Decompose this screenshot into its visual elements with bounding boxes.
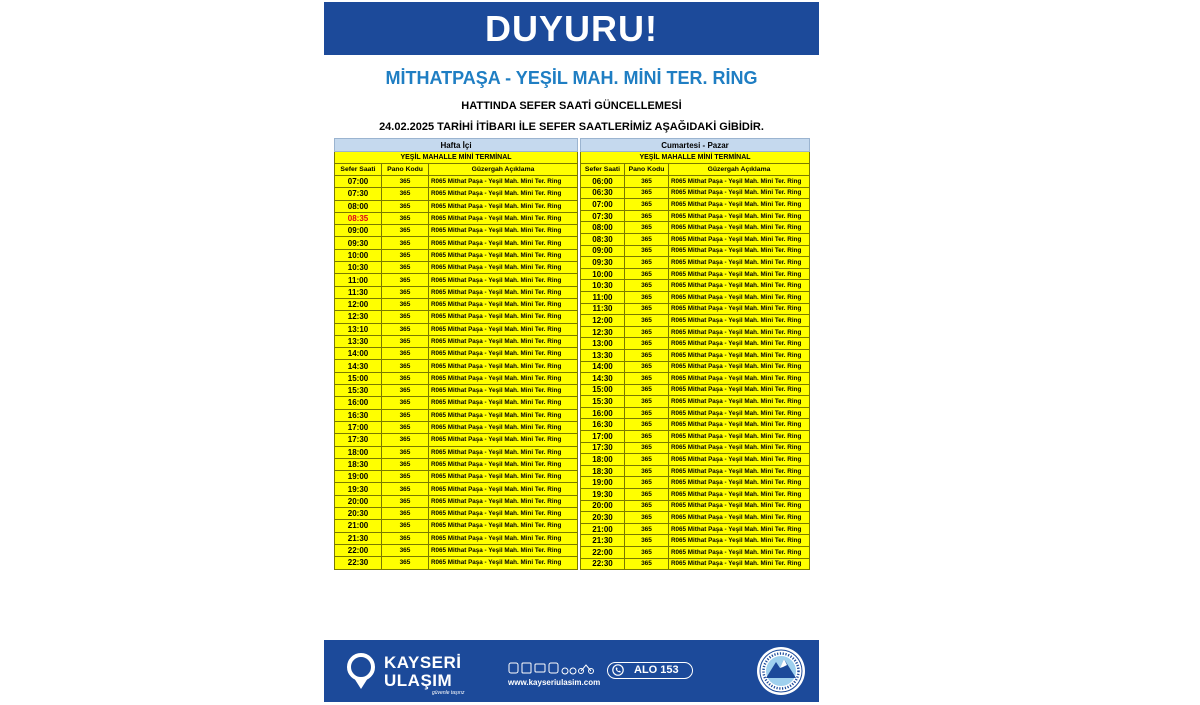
departure-time: 20:30	[581, 512, 625, 524]
table-row	[581, 547, 810, 559]
departure-time: 15:00	[335, 372, 382, 384]
route-description: R065 Mithat Paşa - Yeşil Mah. Mini Ter. Ring	[669, 303, 810, 315]
route-description: R065 Mithat Paşa - Yeşil Mah. Mini Ter. Ring	[669, 442, 810, 454]
table-row	[335, 323, 578, 335]
weekday-col-time: Sefer Saati	[335, 164, 382, 176]
brand-slogan: güvenle taşırız	[432, 690, 465, 696]
board-code: 365	[382, 409, 429, 421]
table-row	[581, 465, 810, 477]
board-code: 365	[625, 199, 669, 211]
board-code: 365	[382, 298, 429, 310]
table-row	[335, 311, 578, 323]
table-row	[335, 421, 578, 433]
departure-time: 07:00	[335, 176, 382, 188]
departure-time: 10:00	[581, 268, 625, 280]
route-description: R065 Mithat Paşa - Yeşil Mah. Mini Ter. Ring	[669, 233, 810, 245]
board-code: 365	[625, 431, 669, 443]
route-description: R065 Mithat Paşa - Yeşil Mah. Mini Ter. Ring	[429, 495, 578, 507]
route-description: R065 Mithat Paşa - Yeşil Mah. Mini Ter. Ring	[429, 446, 578, 458]
table-row	[335, 225, 578, 237]
municipality-seal	[756, 646, 806, 696]
route-description: R065 Mithat Paşa - Yeşil Mah. Mini Ter. Ring	[429, 237, 578, 249]
route-description: R065 Mithat Paşa - Yeşil Mah. Mini Ter. Ring	[429, 335, 578, 347]
route-description: R065 Mithat Paşa - Yeşil Mah. Mini Ter. Ring	[429, 458, 578, 470]
brand-line-1: KAYSERİ	[384, 653, 462, 672]
table-row	[335, 335, 578, 347]
board-code: 365	[382, 188, 429, 200]
table-row	[581, 431, 810, 443]
departure-time: 12:30	[581, 326, 625, 338]
weekend-day-label: Cumartesi - Pazar	[581, 139, 810, 152]
route-description: R065 Mithat Paşa - Yeşil Mah. Mini Ter. Ring	[429, 421, 578, 433]
route-description: R065 Mithat Paşa - Yeşil Mah. Mini Ter. Ring	[669, 176, 810, 188]
route-description: R065 Mithat Paşa - Yeşil Mah. Mini Ter. Ring	[669, 373, 810, 385]
departure-time: 13:30	[581, 349, 625, 361]
route-description: R065 Mithat Paşa - Yeşil Mah. Mini Ter. Ring	[669, 419, 810, 431]
board-code: 365	[382, 311, 429, 323]
departure-time: 18:00	[581, 454, 625, 466]
board-code: 365	[625, 303, 669, 315]
table-row	[335, 397, 578, 409]
route-description: R065 Mithat Paşa - Yeşil Mah. Mini Ter. Ring	[669, 187, 810, 199]
route-description: R065 Mithat Paşa - Yeşil Mah. Mini Ter. Ring	[669, 384, 810, 396]
board-code: 365	[382, 434, 429, 446]
table-row	[581, 245, 810, 257]
board-code: 365	[382, 372, 429, 384]
phone-icon	[612, 664, 624, 676]
departure-time: 18:30	[335, 458, 382, 470]
table-row	[581, 361, 810, 373]
footer-bar	[324, 640, 819, 702]
weekday-terminal-label: YEŞİL MAHALLE MİNİ TERMİNAL	[335, 152, 578, 164]
board-code: 365	[625, 326, 669, 338]
route-description: R065 Mithat Paşa - Yeşil Mah. Mini Ter. Ring	[429, 176, 578, 188]
board-code: 365	[382, 323, 429, 335]
departure-time: 09:30	[335, 237, 382, 249]
board-code: 365	[625, 384, 669, 396]
table-row	[581, 199, 810, 211]
board-code: 365	[625, 500, 669, 512]
weekend-col-time: Sefer Saati	[581, 164, 625, 176]
route-description: R065 Mithat Paşa - Yeşil Mah. Mini Ter. Ring	[429, 188, 578, 200]
route-description: R065 Mithat Paşa - Yeşil Mah. Mini Ter. Ring	[669, 245, 810, 257]
board-code: 365	[625, 291, 669, 303]
weekday-schedule-table	[334, 138, 578, 570]
table-row	[581, 280, 810, 292]
departure-time: 07:00	[581, 199, 625, 211]
board-code: 365	[625, 535, 669, 547]
table-row	[581, 222, 810, 234]
table-row	[335, 458, 578, 470]
route-description: R065 Mithat Paşa - Yeşil Mah. Mini Ter. Ring	[429, 557, 578, 569]
table-row	[581, 535, 810, 547]
departure-time: 22:00	[335, 544, 382, 556]
route-description: R065 Mithat Paşa - Yeşil Mah. Mini Ter. Ring	[669, 477, 810, 489]
departure-time: 08:30	[581, 233, 625, 245]
departure-time: 19:30	[335, 483, 382, 495]
board-code: 365	[625, 361, 669, 373]
route-description: R065 Mithat Paşa - Yeşil Mah. Mini Ter. Ring	[429, 360, 578, 372]
departure-time: 11:00	[581, 291, 625, 303]
hotline-badge	[607, 662, 693, 679]
table-row	[581, 176, 810, 188]
route-description: R065 Mithat Paşa - Yeşil Mah. Mini Ter. Ring	[669, 291, 810, 303]
table-row	[335, 544, 578, 556]
board-code: 365	[382, 385, 429, 397]
departure-time: 20:00	[581, 500, 625, 512]
table-row	[335, 262, 578, 274]
board-code: 365	[382, 237, 429, 249]
board-code: 365	[382, 200, 429, 212]
table-row	[581, 233, 810, 245]
board-code: 365	[382, 483, 429, 495]
route-description: R065 Mithat Paşa - Yeşil Mah. Mini Ter. Ring	[429, 544, 578, 556]
board-code: 365	[382, 335, 429, 347]
departure-time: 17:30	[581, 442, 625, 454]
route-description: R065 Mithat Paşa - Yeşil Mah. Mini Ter. Ring	[429, 298, 578, 310]
departure-time: 18:00	[335, 446, 382, 458]
table-row	[335, 446, 578, 458]
departure-time: 09:30	[581, 257, 625, 269]
route-description: R065 Mithat Paşa - Yeşil Mah. Mini Ter. Ring	[429, 311, 578, 323]
departure-time: 17:00	[581, 431, 625, 443]
kayseri-ulasim-logo	[344, 649, 504, 696]
table-row	[581, 489, 810, 501]
hotline-number: ALO 153	[634, 664, 679, 676]
route-description: R065 Mithat Paşa - Yeşil Mah. Mini Ter. Ring	[429, 323, 578, 335]
table-row	[581, 338, 810, 350]
table-row	[335, 372, 578, 384]
board-code: 365	[382, 176, 429, 188]
table-row	[335, 557, 578, 569]
route-description: R065 Mithat Paşa - Yeşil Mah. Mini Ter. Ring	[429, 212, 578, 224]
weekend-rows	[581, 176, 810, 570]
departure-time: 10:30	[581, 280, 625, 292]
table-row	[335, 286, 578, 298]
table-row	[335, 409, 578, 421]
departure-time: 10:00	[335, 249, 382, 261]
announcement-sheet	[324, 2, 819, 702]
board-code: 365	[625, 558, 669, 570]
table-row	[581, 315, 810, 327]
board-code: 365	[625, 373, 669, 385]
departure-time: 08:00	[581, 222, 625, 234]
board-code: 365	[625, 338, 669, 350]
route-description: R065 Mithat Paşa - Yeşil Mah. Mini Ter. Ring	[669, 431, 810, 443]
board-code: 365	[625, 280, 669, 292]
departure-time: 20:30	[335, 508, 382, 520]
departure-time: 16:30	[335, 409, 382, 421]
table-row	[581, 326, 810, 338]
route-description: R065 Mithat Paşa - Yeşil Mah. Mini Ter. Ring	[669, 547, 810, 559]
route-description: R065 Mithat Paşa - Yeşil Mah. Mini Ter. Ring	[429, 225, 578, 237]
table-row	[581, 210, 810, 222]
board-code: 365	[382, 508, 429, 520]
board-code: 365	[382, 397, 429, 409]
departure-time: 20:00	[335, 495, 382, 507]
departure-time: 21:30	[335, 532, 382, 544]
table-row	[581, 384, 810, 396]
announcement-banner: DUYURU!	[324, 2, 819, 55]
route-description: R065 Mithat Paşa - Yeşil Mah. Mini Ter. Ring	[669, 500, 810, 512]
departure-time: 14:30	[581, 373, 625, 385]
table-row	[581, 477, 810, 489]
departure-time: 07:30	[581, 210, 625, 222]
route-description: R065 Mithat Paşa - Yeşil Mah. Mini Ter. Ring	[429, 520, 578, 532]
table-row	[335, 274, 578, 286]
table-row	[581, 500, 810, 512]
table-row	[581, 512, 810, 524]
board-code: 365	[382, 421, 429, 433]
route-description: R065 Mithat Paşa - Yeşil Mah. Mini Ter. Ring	[429, 483, 578, 495]
table-row	[335, 249, 578, 261]
departure-time: 21:00	[581, 523, 625, 535]
route-description: R065 Mithat Paşa - Yeşil Mah. Mini Ter. Ring	[669, 326, 810, 338]
table-row	[581, 419, 810, 431]
board-code: 365	[382, 212, 429, 224]
board-code: 365	[382, 471, 429, 483]
table-row	[581, 257, 810, 269]
table-row	[581, 291, 810, 303]
table-row	[581, 442, 810, 454]
route-title: MİTHATPAŞA - YEŞİL MAH. MİNİ TER. RİNG	[385, 68, 758, 88]
route-description: R065 Mithat Paşa - Yeşil Mah. Mini Ter. Ring	[429, 532, 578, 544]
departure-time: 14:30	[335, 360, 382, 372]
board-code: 365	[382, 532, 429, 544]
table-row	[335, 471, 578, 483]
route-description: R065 Mithat Paşa - Yeşil Mah. Mini Ter. Ring	[429, 434, 578, 446]
board-code: 365	[625, 489, 669, 501]
table-row	[581, 454, 810, 466]
route-description: R065 Mithat Paşa - Yeşil Mah. Mini Ter. Ring	[669, 315, 810, 327]
weekday-col-route: Güzergah Açıklama	[429, 164, 578, 176]
table-row	[581, 523, 810, 535]
weekend-terminal-label: YEŞİL MAHALLE MİNİ TERMİNAL	[581, 152, 810, 164]
board-code: 365	[625, 233, 669, 245]
route-description: R065 Mithat Paşa - Yeşil Mah. Mini Ter. Ring	[669, 465, 810, 477]
table-row	[335, 495, 578, 507]
route-description: R065 Mithat Paşa - Yeşil Mah. Mini Ter. Ring	[429, 262, 578, 274]
board-code: 365	[625, 315, 669, 327]
board-code: 365	[382, 458, 429, 470]
departure-time: 16:30	[581, 419, 625, 431]
departure-time: 11:00	[335, 274, 382, 286]
weekend-col-route: Güzergah Açıklama	[669, 164, 810, 176]
route-description: R065 Mithat Paşa - Yeşil Mah. Mini Ter. Ring	[669, 407, 810, 419]
table-row	[335, 237, 578, 249]
departure-time: 14:00	[335, 348, 382, 360]
route-description: R065 Mithat Paşa - Yeşil Mah. Mini Ter. Ring	[669, 222, 810, 234]
route-description: R065 Mithat Paşa - Yeşil Mah. Mini Ter. Ring	[669, 512, 810, 524]
board-code: 365	[625, 268, 669, 280]
route-description: R065 Mithat Paşa - Yeşil Mah. Mini Ter. Ring	[669, 558, 810, 570]
board-code: 365	[625, 547, 669, 559]
route-description: R065 Mithat Paşa - Yeşil Mah. Mini Ter. Ring	[669, 338, 810, 350]
board-code: 365	[625, 442, 669, 454]
table-row	[335, 434, 578, 446]
route-description: R065 Mithat Paşa - Yeşil Mah. Mini Ter. Ring	[669, 396, 810, 408]
departure-time: 19:30	[581, 489, 625, 501]
departure-time: 22:00	[581, 547, 625, 559]
route-description: R065 Mithat Paşa - Yeşil Mah. Mini Ter. Ring	[669, 257, 810, 269]
table-row	[581, 268, 810, 280]
departure-time: 17:00	[335, 421, 382, 433]
table-row	[581, 407, 810, 419]
board-code: 365	[382, 348, 429, 360]
route-description: R065 Mithat Paşa - Yeşil Mah. Mini Ter. Ring	[429, 397, 578, 409]
board-code: 365	[382, 360, 429, 372]
board-code: 365	[625, 222, 669, 234]
departure-time: 18:30	[581, 465, 625, 477]
weekend-schedule-table	[580, 138, 810, 570]
route-description: R065 Mithat Paşa - Yeşil Mah. Mini Ter. Ring	[429, 286, 578, 298]
board-code: 365	[382, 249, 429, 261]
departure-time: 13:30	[335, 335, 382, 347]
table-row	[335, 188, 578, 200]
board-code: 365	[625, 176, 669, 188]
board-code: 365	[625, 477, 669, 489]
route-description: R065 Mithat Paşa - Yeşil Mah. Mini Ter. Ring	[429, 372, 578, 384]
table-row	[335, 385, 578, 397]
route-description: R065 Mithat Paşa - Yeşil Mah. Mini Ter. Ring	[669, 349, 810, 361]
table-row	[581, 187, 810, 199]
board-code: 365	[625, 187, 669, 199]
table-row	[335, 176, 578, 188]
departure-time: 17:30	[335, 434, 382, 446]
table-row	[335, 520, 578, 532]
weekday-col-code: Pano Kodu	[382, 164, 429, 176]
departure-time: 08:35	[335, 212, 382, 224]
departure-time: 13:10	[335, 323, 382, 335]
board-code: 365	[625, 407, 669, 419]
board-code: 365	[625, 512, 669, 524]
weekend-col-code: Pano Kodu	[625, 164, 669, 176]
departure-time: 21:30	[581, 535, 625, 547]
board-code: 365	[382, 262, 429, 274]
departure-time: 16:00	[335, 397, 382, 409]
board-code: 365	[382, 520, 429, 532]
route-description: R065 Mithat Paşa - Yeşil Mah. Mini Ter. Ring	[429, 249, 578, 261]
departure-time: 11:30	[581, 303, 625, 315]
route-description: R065 Mithat Paşa - Yeşil Mah. Mini Ter. Ring	[669, 280, 810, 292]
table-row	[335, 360, 578, 372]
route-description: R065 Mithat Paşa - Yeşil Mah. Mini Ter. Ring	[429, 385, 578, 397]
departure-time: 12:00	[581, 315, 625, 327]
route-description: R065 Mithat Paşa - Yeşil Mah. Mini Ter. Ring	[669, 268, 810, 280]
board-code: 365	[625, 419, 669, 431]
brand-line-2: ULAŞIM	[384, 671, 453, 690]
board-code: 365	[625, 523, 669, 535]
board-code: 365	[625, 245, 669, 257]
table-row	[581, 558, 810, 570]
departure-time: 13:00	[581, 338, 625, 350]
route-description: R065 Mithat Paşa - Yeşil Mah. Mini Ter. Ring	[669, 199, 810, 211]
table-row	[581, 349, 810, 361]
transport-modes-icon	[508, 661, 598, 675]
board-code: 365	[382, 495, 429, 507]
departure-time: 15:00	[581, 384, 625, 396]
effective-date-note: 24.02.2025 TARİHİ İTİBARI İLE SEFER SAATLERİMİZ AŞAĞIDAKİ GİBİDİR.	[379, 121, 764, 133]
route-description: R065 Mithat Paşa - Yeşil Mah. Mini Ter. Ring	[669, 535, 810, 547]
board-code: 365	[382, 446, 429, 458]
departure-time: 15:30	[335, 385, 382, 397]
board-code: 365	[382, 544, 429, 556]
board-code: 365	[625, 349, 669, 361]
weekday-day-label: Hafta İçi	[335, 139, 578, 152]
table-row	[335, 483, 578, 495]
route-description: R065 Mithat Paşa - Yeşil Mah. Mini Ter. Ring	[669, 523, 810, 535]
departure-time: 22:30	[581, 558, 625, 570]
route-description: R065 Mithat Paşa - Yeşil Mah. Mini Ter. Ring	[429, 471, 578, 483]
website-link[interactable]: www.kayseriulasim.com	[508, 678, 601, 687]
table-row	[335, 348, 578, 360]
table-row	[335, 508, 578, 520]
location-pin-icon	[344, 651, 378, 691]
departure-time: 08:00	[335, 200, 382, 212]
board-code: 365	[625, 257, 669, 269]
departure-time: 21:00	[335, 520, 382, 532]
departure-time: 12:00	[335, 298, 382, 310]
departure-time: 09:00	[335, 225, 382, 237]
table-row	[335, 212, 578, 224]
board-code: 365	[382, 286, 429, 298]
table-row	[335, 532, 578, 544]
route-description: R065 Mithat Paşa - Yeşil Mah. Mini Ter. Ring	[429, 409, 578, 421]
board-code: 365	[625, 465, 669, 477]
departure-time: 15:30	[581, 396, 625, 408]
departure-time: 16:00	[581, 407, 625, 419]
route-description: R065 Mithat Paşa - Yeşil Mah. Mini Ter. Ring	[429, 508, 578, 520]
board-code: 365	[625, 454, 669, 466]
route-description: R065 Mithat Paşa - Yeşil Mah. Mini Ter. Ring	[669, 489, 810, 501]
board-code: 365	[625, 210, 669, 222]
board-code: 365	[625, 396, 669, 408]
departure-time: 19:00	[581, 477, 625, 489]
route-description: R065 Mithat Paşa - Yeşil Mah. Mini Ter. Ring	[669, 454, 810, 466]
table-row	[581, 396, 810, 408]
board-code: 365	[382, 225, 429, 237]
table-row	[581, 373, 810, 385]
table-row	[581, 303, 810, 315]
route-description: R065 Mithat Paşa - Yeşil Mah. Mini Ter. Ring	[429, 348, 578, 360]
departure-time: 07:30	[335, 188, 382, 200]
board-code: 365	[382, 274, 429, 286]
departure-time: 06:00	[581, 176, 625, 188]
weekday-rows	[335, 176, 578, 570]
departure-time: 06:30	[581, 187, 625, 199]
table-row	[335, 298, 578, 310]
departure-time: 09:00	[581, 245, 625, 257]
route-description: R065 Mithat Paşa - Yeşil Mah. Mini Ter. Ring	[669, 210, 810, 222]
board-code: 365	[382, 557, 429, 569]
route-description: R065 Mithat Paşa - Yeşil Mah. Mini Ter. Ring	[429, 274, 578, 286]
table-row	[335, 200, 578, 212]
update-subtitle: HATTINDA SEFER SAATİ GÜNCELLEMESİ	[461, 100, 682, 112]
departure-time: 19:00	[335, 471, 382, 483]
departure-time: 14:00	[581, 361, 625, 373]
route-description: R065 Mithat Paşa - Yeşil Mah. Mini Ter. Ring	[669, 361, 810, 373]
departure-time: 10:30	[335, 262, 382, 274]
departure-time: 12:30	[335, 311, 382, 323]
departure-time: 11:30	[335, 286, 382, 298]
departure-time: 22:30	[335, 557, 382, 569]
route-description: R065 Mithat Paşa - Yeşil Mah. Mini Ter. Ring	[429, 200, 578, 212]
